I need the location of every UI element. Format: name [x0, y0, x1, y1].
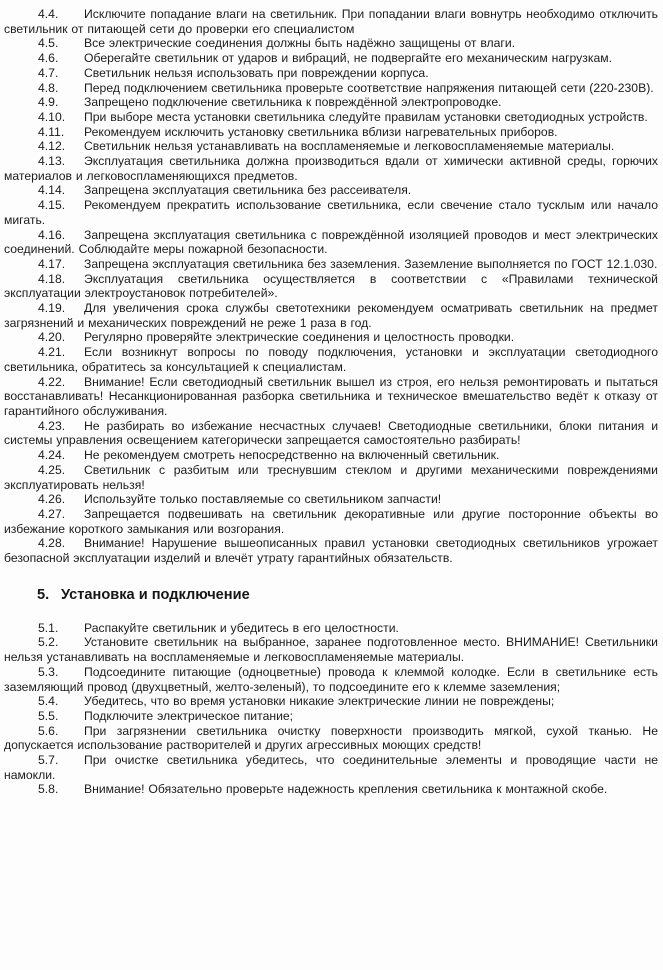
- numbered-paragraph: [4, 183, 658, 198]
- paragraph-text: При загрязнении светильника очистку поверхности производить мягкой, сухой тканью. Не допускается использование растворителей и других агрессивных моющих средств!: [4, 723, 658, 753]
- numbered-paragraph: [4, 507, 658, 536]
- paragraph-text: Светильник нельзя устанавливать на воспламеняемые и легковоспламеняемые материалы.: [84, 139, 615, 154]
- paragraph-number: 5.8.: [38, 782, 59, 797]
- numbered-paragraph: [4, 635, 658, 664]
- paragraph-number: 4.25.: [38, 462, 66, 477]
- paragraph-text: Эксплуатация светильника осуществляется в соответствии с «Правилами технической эксплуатации электроустановок потребителей».: [4, 271, 658, 301]
- paragraph-text: Запрещена эксплуатация светильника без рассеивателя.: [84, 183, 412, 198]
- paragraph-text: Убедитесь, что во время установки никакие электрические линии не повреждены;: [84, 694, 555, 709]
- paragraph-text: Регулярно проверяйте электрические соединения и целостность проводки.: [84, 330, 515, 345]
- numbered-paragraph: [4, 95, 658, 110]
- numbered-paragraph: [4, 36, 658, 51]
- numbered-paragraph: [4, 257, 658, 272]
- paragraph-number: 4.28.: [38, 536, 66, 551]
- paragraph-number: 5.2.: [38, 635, 59, 650]
- paragraph-number: 4.8.: [38, 80, 59, 95]
- section-5-heading-number: 5.: [37, 586, 50, 603]
- paragraph-number: 4.5.: [38, 36, 59, 51]
- numbered-paragraph: [4, 272, 658, 301]
- numbered-paragraph: [4, 665, 658, 694]
- paragraph-text: Не рекомендуем смотреть непосредственно на включенный светильник.: [84, 448, 500, 463]
- numbered-paragraph: [4, 536, 658, 565]
- paragraph-text: При очистке светильника убедитесь, что соединительные элементы и проводящие части не намокли.: [4, 753, 658, 782]
- paragraph-number: 5.7.: [38, 753, 59, 768]
- paragraph-number: 4.24.: [38, 448, 66, 463]
- paragraph-number: 4.21.: [38, 345, 66, 360]
- numbered-paragraph: [4, 621, 658, 636]
- numbered-paragraph: [4, 330, 658, 345]
- paragraph-text: Распакуйте светильник и убедитесь в его целостности.: [84, 620, 399, 635]
- paragraph-number: 4.15.: [38, 198, 66, 213]
- paragraph-number: 4.20.: [38, 330, 66, 345]
- paragraph-text: Для увеличения срока службы светотехники рекомендуем осматривать светильник на предмет загрязнений и механических повреждений не реже 1 раза в год.: [4, 301, 658, 330]
- paragraph-number: 4.23.: [38, 418, 66, 433]
- paragraph-number: 4.7.: [38, 65, 59, 80]
- paragraph-number: 4.26.: [38, 492, 66, 507]
- paragraph-text: Оберегайте светильник от ударов и вибраций, не подвергайте его механическим нагрузкам.: [84, 51, 613, 66]
- paragraph-number: 4.17.: [38, 256, 66, 271]
- paragraph-number: 4.13.: [38, 154, 66, 169]
- numbered-paragraph: [4, 724, 658, 753]
- numbered-paragraph: [4, 375, 658, 419]
- numbered-paragraph: [4, 66, 658, 81]
- paragraph-number: 5.3.: [38, 664, 59, 679]
- paragraph-text: Если возникнут вопросы по поводу подключения, установки и эксплуатации светодиодного светильника, обратитесь за консультацией к специалистам.: [4, 345, 658, 374]
- section-5-items: [4, 621, 658, 797]
- paragraph-text: Рекомендуем прекратить использование светильника, если свечение стало тусклым или начало мигать.: [4, 198, 658, 227]
- paragraph-number: 5.6.: [38, 723, 59, 738]
- paragraph-number: 5.1.: [38, 620, 59, 635]
- paragraph-number: 4.27.: [38, 506, 66, 521]
- paragraph-number: 4.18.: [38, 271, 66, 286]
- numbered-paragraph: [4, 198, 658, 227]
- numbered-paragraph: [4, 492, 658, 507]
- numbered-paragraph: [4, 7, 658, 36]
- paragraph-text: Запрещается подвешивать на светильник декоративные или другие посторонние объекты во избежание короткого замыкания или возгорания.: [4, 506, 658, 536]
- numbered-paragraph: [4, 448, 658, 463]
- numbered-paragraph: [4, 81, 658, 96]
- paragraph-text: Перед подключением светильника проверьте соответствие напряжения питающей сети (220-230В).: [84, 80, 654, 95]
- numbered-paragraph: [4, 139, 658, 154]
- paragraph-number: 4.12.: [38, 139, 66, 154]
- section-4-items: [4, 7, 658, 566]
- paragraph-text: Рекомендуем исключить установку светильника вблизи нагревательных приборов.: [84, 124, 558, 139]
- numbered-paragraph: [4, 463, 658, 492]
- paragraph-text: Эксплуатация светильника должна производиться вдали от химически активной среды, горючих материалов и легковоспламеняющихся предметов.: [4, 154, 658, 183]
- paragraph-text: Все электрические соединения должны быть надёжно защищены от влаги.: [84, 36, 516, 51]
- paragraph-text: Подсоедините питающие (одноцветные) провода к клеммой колодке. Если в светильнике есть заземляющий провод (двухцветный, желто-зеленый), то подсоедините его к клемме заземления;: [4, 664, 658, 694]
- paragraph-number: 4.19.: [38, 301, 66, 316]
- section-5-heading: [4, 586, 658, 604]
- numbered-paragraph: [4, 154, 658, 183]
- numbered-paragraph: [4, 345, 658, 374]
- paragraph-text: При выборе места установки светильника следуйте правилам установки светодиодных устройств.: [84, 109, 648, 124]
- paragraph-number: 4.9.: [38, 95, 59, 110]
- paragraph-text: Внимание! Нарушение вышеописанных правил установки светодиодных светильников угрожает безопасной эксплуатации изделий и влечёт утрату гарантийных обязательств.: [4, 536, 658, 566]
- numbered-paragraph: [4, 694, 658, 709]
- paragraph-text: Запрещена эксплуатация светильника без заземления. Заземление выполняется по ГОСТ 12.1.030.: [84, 256, 658, 271]
- numbered-paragraph: [4, 782, 658, 797]
- paragraph-number: 4.22.: [38, 374, 66, 389]
- paragraph-number: 4.11.: [38, 124, 65, 139]
- numbered-paragraph: [4, 125, 658, 140]
- numbered-paragraph: [4, 228, 658, 257]
- paragraph-text: Светильник с разбитым или треснувшим стеклом и другими механическими повреждениями эксплуатировать нельзя!: [4, 462, 658, 492]
- paragraph-number: 4.4.: [38, 7, 59, 21]
- paragraph-number: 4.6.: [38, 51, 59, 66]
- paragraph-text: Не разбирать во избежание несчастных случаев! Светодиодные светильники, блоки питания и системы управления освещением категорически запрещается самостоятельно разбирать!: [4, 418, 658, 448]
- paragraph-text: Светильник нельзя использовать при повреждении корпуса.: [84, 65, 429, 80]
- paragraph-number: 5.5.: [38, 708, 59, 723]
- paragraph-text: Запрещено подключение светильника к повреждённой электропроводке.: [84, 95, 502, 110]
- paragraph-number: 4.16.: [38, 227, 66, 242]
- paragraph-number: 5.4.: [38, 694, 59, 709]
- numbered-paragraph: [4, 110, 658, 125]
- paragraph-text: Исключите попадание влаги на светильник. При попадании влаги вовнутрь необходимо отключить светильник от питающей сети до проверки его специалистом: [4, 7, 658, 36]
- paragraph-text: Внимание! Обязательно проверьте надежность крепления светильника к монтажной скобе.: [84, 782, 608, 797]
- paragraph-number: 4.10.: [38, 109, 66, 124]
- numbered-paragraph: [4, 753, 658, 782]
- paragraph-text: Запрещена эксплуатация светильника с повреждённой изоляцией проводов и мест электрических соединений. Соблюдайте меры пожарной безопасности.: [4, 227, 658, 257]
- paragraph-text: Установите светильник на выбранное, заранее подготовленное место. ВНИМАНИЕ! Светильники нельзя устанавливать на воспламеняемые и легковоспламеняемые материалы.: [4, 635, 658, 665]
- numbered-paragraph: [4, 419, 658, 448]
- numbered-paragraph: [4, 301, 658, 330]
- numbered-paragraph: [4, 709, 658, 724]
- paragraph-number: 4.14.: [38, 183, 66, 198]
- paragraph-text: Используйте только поставляемые со светильником запчасти!: [84, 492, 442, 507]
- numbered-paragraph: [4, 51, 658, 66]
- paragraph-text: Подключите электрическое питание;: [84, 708, 294, 723]
- paragraph-text: Внимание! Если светодиодный светильник вышел из строя, его нельзя ремонтировать и пытаться восстанавливать! Несанкционированная разборка светильника и техническое вмешательство ведёт к отказу от гарантийного обслуживания.: [4, 374, 658, 418]
- section-5-heading-title: Установка и подключение: [61, 586, 250, 603]
